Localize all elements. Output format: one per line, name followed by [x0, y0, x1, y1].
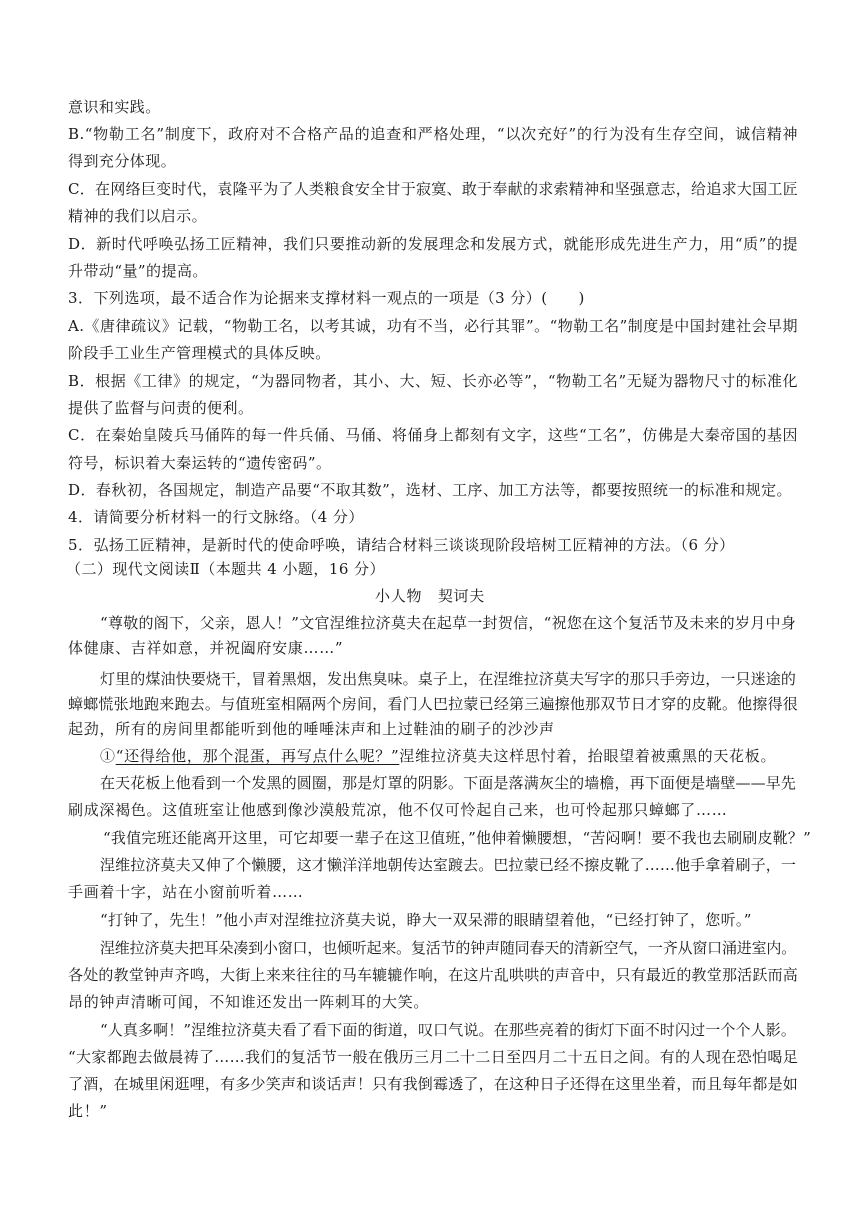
- text-line: 阶段手工业生产管理模式的具体反映。: [68, 344, 331, 362]
- story-paragraph-line: 体健康、吉祥如意，并祝阖府安康……”: [68, 639, 344, 657]
- story-paragraph-line: 涅维拉济莫夫把耳朵凑到小窗口，也倾听起来。复活节的钟声随同春天的清新空气，一齐从窗口涌进室内。: [100, 939, 796, 957]
- story-title: 小人物 契诃夫: [375, 587, 485, 605]
- text-line: 升带动“量”的提高。: [68, 262, 208, 280]
- story-paragraph-line: 昂的钟声清晰可闻，不知谁还发出一阵刺耳的大笑。: [68, 993, 430, 1011]
- underlined-sentence: “还得给他，那个混蛋，再写点什么呢？”: [115, 747, 400, 765]
- story-paragraph-line: 各处的教堂钟声齐鸣，大街上来来往往的马车辘辘作响，在这片乱哄哄的声音中，只有最近的教堂那活跃而高: [68, 966, 798, 984]
- option-b-line: B.“物勒工名”制度下，政府对不合格产品的追查和严格处理，“以次充好”的行为没有生存空间，诚信精神: [68, 125, 798, 143]
- story-question-sentence-1: [100, 746, 830, 766]
- circled-number-1: ①: [100, 747, 116, 765]
- story-paragraph-line: “我值完班还能离开这里，可它却要一辈子在这卫值班，”他伸着懒腰想，“苦闷啊！要不我也去刷刷皮靴？”: [103, 829, 811, 847]
- story-paragraph-line: 起劲，所有的房间里都能听到他的唾唾沫声和上过鞋油的刷子的沙沙声: [68, 720, 555, 738]
- story-paragraph-line: 了酒，在城里闲逛哩，有多少笑声和谈话声！只有我倒霉透了，在这种日子还得在这里坐着，而且每年都是如: [68, 1075, 798, 1093]
- question-5: 5．弘扬工匠精神，是新时代的使命呼唤，请结合材料三谈谈现阶段培树工匠精神的方法。（6 分）: [68, 536, 735, 554]
- question-3: 3．下列选项，最不适合作为论据来支撑材料一观点的一项是（3 分）( ): [68, 289, 585, 307]
- text-line: 得到充分体现。: [68, 152, 177, 170]
- question-4: 4．请简要分析材料一的行文脉络。（4 分）: [68, 508, 364, 526]
- story-paragraph-line: “打钟了，先生！”他小声对涅维拉济莫夫说，睁大一双呆滞的眼睛望着他，“已经打钟了，您听。”: [100, 911, 752, 929]
- text-line: 意识和实践。: [68, 98, 161, 116]
- q3-option-a: A.《唐律疏议》记载，“物勒工名，以考其诚，功有不当，必行其罪”。“物勒工名”制度是中国封建社会早期: [68, 317, 798, 335]
- option-c-line: C．在网络巨变时代，袁隆平为了人类粮食安全甘于寂寞、敢于奉献的求索精神和坚强意志，给追求大国工匠: [68, 180, 798, 198]
- story-paragraph-line: 此！”: [68, 1102, 108, 1120]
- story-paragraph-line: “大家都跑去做晨祷了……我们的复活节一般在俄历三月二十二日至四月二十五日之间。有的人现在恐怕喝足: [68, 1048, 798, 1066]
- q3-option-c: C．在秦始皇陵兵马俑阵的每一件兵俑、马俑、将俑身上都刻有文字，这些“工名”，仿佛是大秦帝国的基因: [68, 426, 798, 444]
- story-paragraph-line: 灯里的煤油快要烧干，冒着黑烟，发出焦臭味。桌子上，在涅维拉济莫夫写字的那只手旁边，一只迷途的: [100, 670, 796, 688]
- text-line: 符号，标识着大秦运转的“遗传密码”。: [68, 454, 332, 472]
- story-paragraph-line: “尊敬的阁下，父亲，恩人！”文官涅维拉济莫夫在起草一封贺信，“祝您在这个复活节及未来的岁月中身: [100, 614, 796, 632]
- q3-option-d: D．春秋初，各国规定，制造产品要“不取其数”，选材、工序、加工方法等，都要按照统一的标准和规定。: [68, 481, 792, 499]
- section-heading: （二）现代文阅读Ⅱ（本题共 4 小题，16 分）: [66, 560, 385, 578]
- story-paragraph-line: 在天花板上他看到一个发黑的圆圈，那是灯罩的阴影。下面是落满灰尘的墙檐，再下面便是墙壁——早先: [100, 774, 796, 792]
- story-paragraph-line: 涅维拉济莫夫又伸了个懒腰，这才懒洋洋地朝传达室踱去。巴拉蒙已经不擦皮靴了……他手拿着刷子，一: [100, 856, 796, 874]
- story-paragraph-line: 刷成深褐色。这值班室让他感到像沙漠般荒凉，他不仅可怜起自己来，也可怜起那只蟑螂了……: [68, 801, 728, 819]
- q3-option-b: B．根据《工律》的规定，“为器同物者，其小、大、短、长亦必等”，“物勒工名”无疑为器物尺寸的标准化: [68, 372, 798, 390]
- story-paragraph-line: 蟑螂慌张地跑来跑去。与值班室相隔两个房间，看门人巴拉蒙已经第三遍擦他那双节日才穿的皮靴。他擦得很: [68, 695, 798, 713]
- text-line: 精神的我们以启示。: [68, 207, 208, 225]
- story-paragraph-line: “人真多啊！”涅维拉济莫夫看了看下面的街道，叹口气说。在那些亮着的街灯下面不时闪过一个个人影。: [100, 1021, 796, 1039]
- option-d-line: D．新时代呼唤弘扬工匠精神，我们只要推动新的发展理念和发展方式，就能形成先进生产力，用“质”的提: [68, 235, 798, 253]
- text-line: 提供了监督与问责的便利。: [68, 399, 254, 417]
- story-paragraph-line: 手画着十字，站在小窗前听着……: [68, 883, 304, 901]
- sentence-rest: 涅维拉济莫夫这样思忖着，抬眼望着被熏黑的天花板。: [399, 747, 777, 765]
